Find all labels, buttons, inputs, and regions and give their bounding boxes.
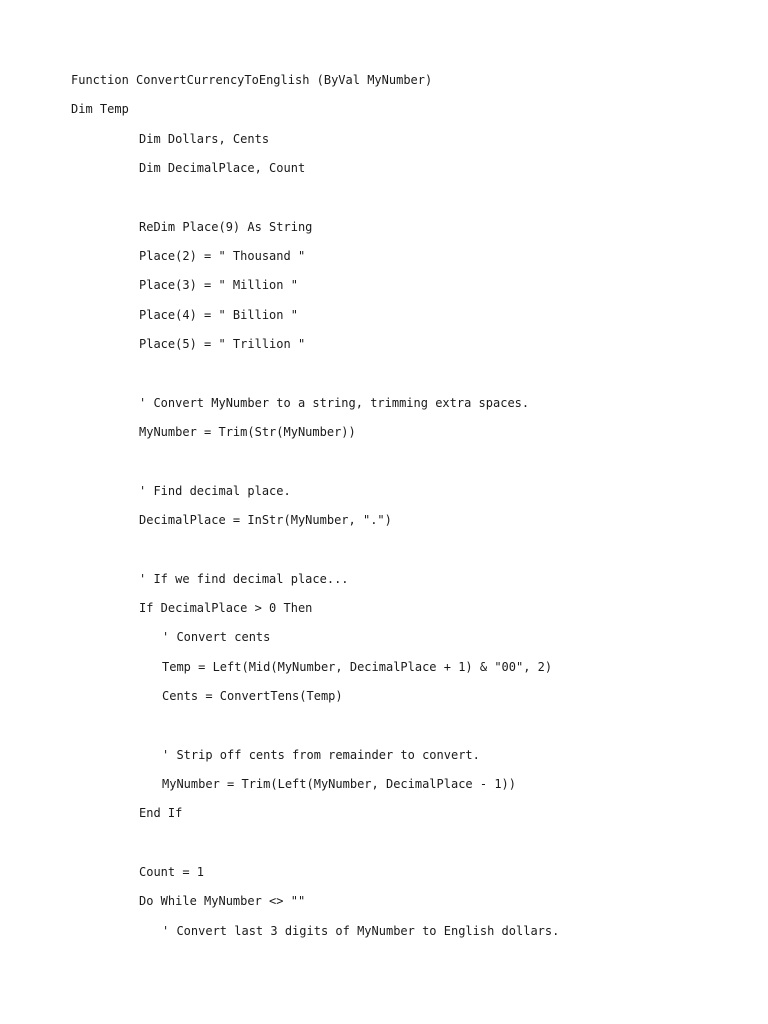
code-line-do-while: Do While MyNumber <> ""	[139, 894, 306, 908]
code-line-comment-convert-cents: ' Convert cents	[162, 630, 271, 644]
code-line-decimalplace-instr: DecimalPlace = InStr(MyNumber, ".")	[139, 513, 392, 527]
code-line-temp-left-mid: Temp = Left(Mid(MyNumber, DecimalPlace + 1) & "00", 2)	[162, 660, 553, 674]
code-line-comment-find-decimal: ' Find decimal place.	[139, 484, 291, 498]
code-line-comment-strip-cents: ' Strip off cents from remainder to convert.	[162, 748, 480, 762]
code-line-place-5: Place(5) = " Trillion "	[139, 337, 306, 351]
code-line-place-2: Place(2) = " Thousand "	[139, 249, 306, 263]
code-line-place-3: Place(3) = " Million "	[139, 278, 298, 292]
code-line-redim-place: ReDim Place(9) As String	[139, 220, 313, 234]
code-line-mynumber-trim-left: MyNumber = Trim(Left(MyNumber, DecimalPlace - 1))	[162, 777, 517, 791]
code-line-if-decimalplace: If DecimalPlace > 0 Then	[139, 601, 313, 615]
code-line-comment-convert-last-3: ' Convert last 3 digits of MyNumber to English dollars.	[162, 924, 560, 938]
code-line-place-4: Place(4) = " Billion "	[139, 308, 298, 322]
code-line-mynumber-trim: MyNumber = Trim(Str(MyNumber))	[139, 425, 356, 439]
code-line-cents-converttens: Cents = ConvertTens(Temp)	[162, 689, 343, 703]
code-line-dim-decimalplace-count: Dim DecimalPlace, Count	[139, 161, 306, 175]
code-line-dim-temp: Dim Temp	[71, 102, 129, 116]
code-line-comment-convert-string: ' Convert MyNumber to a string, trimming extra spaces.	[139, 396, 530, 410]
code-line-end-if: End If	[139, 806, 183, 820]
code-line-function-declaration: Function ConvertCurrencyToEnglish (ByVal MyNumber)	[71, 73, 433, 87]
code-line-count-equals-1: Count = 1	[139, 865, 205, 879]
code-line-comment-if-decimal: ' If we find decimal place...	[139, 572, 349, 586]
code-line-dim-dollars-cents: Dim Dollars, Cents	[139, 132, 270, 146]
